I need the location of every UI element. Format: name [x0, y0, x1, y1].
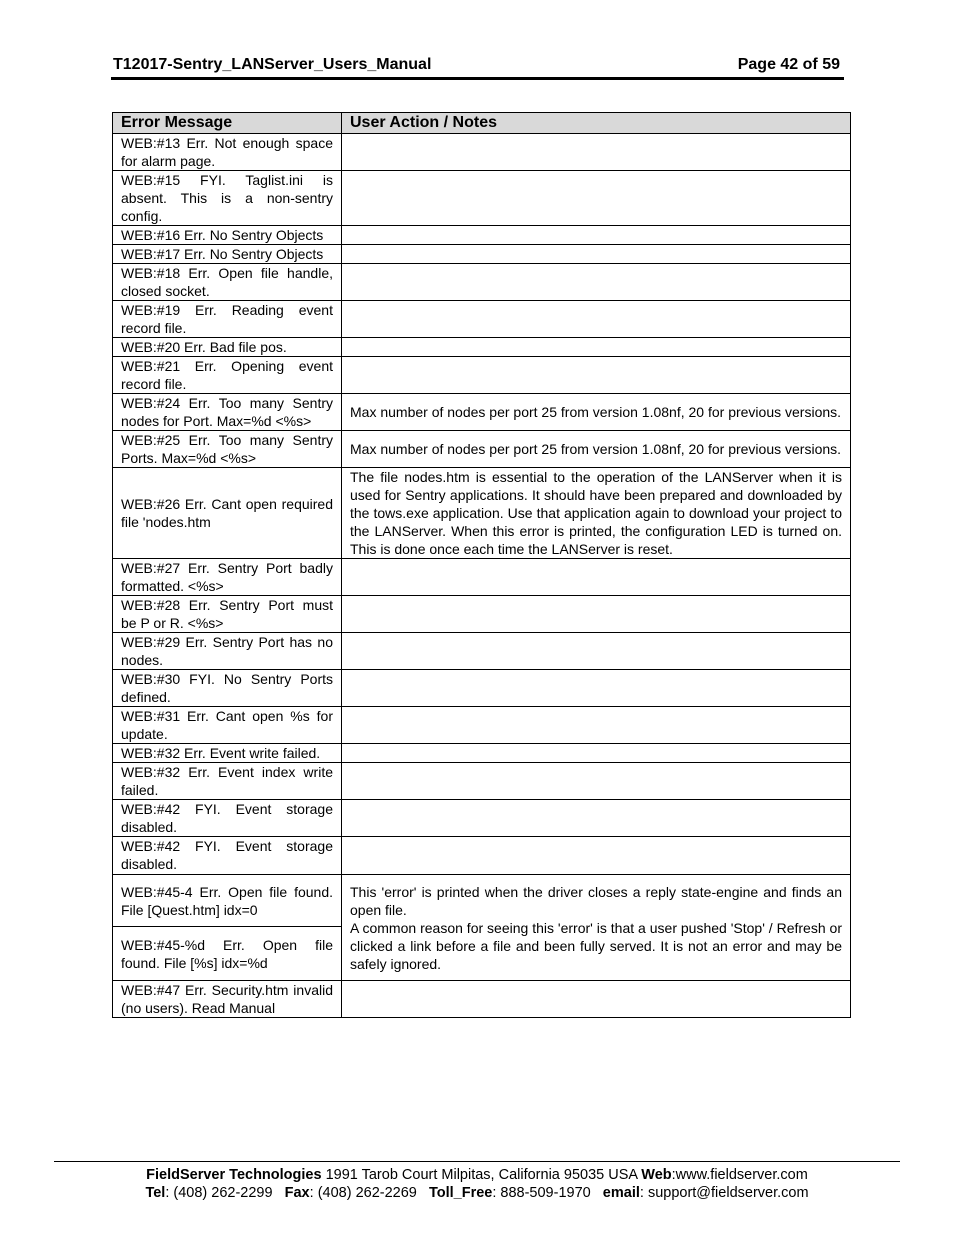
table-row [113, 264, 851, 301]
page-footer [54, 1166, 900, 1202]
error-message-table [112, 112, 851, 1018]
notes-cell [342, 559, 851, 596]
table-row [113, 338, 851, 357]
error-message-cell: WEB:#26 Err. Cant open required file 'nodes.htm [113, 468, 342, 559]
notes-cell [342, 264, 851, 301]
notes-cell [342, 837, 851, 875]
table-row [113, 559, 851, 596]
error-message-cell: WEB:#42 FYI. Event storage disabled. [113, 837, 342, 875]
notes-cell: Max number of nodes per port 25 from version 1.08nf, 20 for previous versions. [342, 431, 851, 468]
footer-email-label: email [602, 1185, 640, 1201]
footer-toll-value: : 888-509-1970 [492, 1185, 603, 1201]
notes-cell [342, 707, 851, 744]
table-row [113, 134, 851, 171]
error-message-cell: WEB:#42 FYI. Event storage disabled. [113, 800, 342, 837]
error-message-cell: WEB:#25 Err. Too many Sentry Ports. Max=%d <%s> [113, 431, 342, 468]
notes-cell [342, 981, 851, 1018]
footer-fax-label: Fax [284, 1185, 310, 1201]
notes-cell [342, 633, 851, 670]
notes-cell: The file nodes.htm is essential to the operation of the LANServer when it is used for Sentry applications. It should have been prepared and downloaded by the tows.exe application. Use that application again to download your project to the LANServer. When this error is printed, the configuration LED is turned on. This is done once each time the LANServer is reset. [342, 468, 851, 559]
table-row [113, 357, 851, 394]
table-row [113, 431, 851, 468]
error-message-cell: WEB:#18 Err. Open file handle, closed socket. [113, 264, 342, 301]
table-row [113, 226, 851, 245]
error-message-cell: WEB:#45-%d Err. Open file found. File [%s] idx=%d [113, 927, 342, 981]
table-row [113, 763, 851, 800]
notes-cell [342, 171, 851, 226]
table-row [113, 981, 851, 1018]
table-row [113, 800, 851, 837]
error-message-cell: WEB:#45-4 Err. Open file found. File [Quest.htm] idx=0 [113, 875, 342, 927]
notes-cell [342, 596, 851, 633]
footer-tel-label: Tel [145, 1185, 166, 1201]
table-row [113, 707, 851, 744]
error-message-cell: WEB:#30 FYI. No Sentry Ports defined. [113, 670, 342, 707]
error-message-cell: WEB:#20 Err. Bad file pos. [113, 338, 342, 357]
footer-email-value: : support@fieldserver.com [639, 1185, 809, 1201]
table-row [113, 301, 851, 338]
table-row [113, 837, 851, 875]
footer-company: FieldServer Technologies [146, 1167, 322, 1183]
footer-line-2 [54, 1184, 900, 1202]
notes-cell [342, 301, 851, 338]
error-message-cell: WEB:#32 Err. Event index write failed. [113, 763, 342, 800]
notes-cell [342, 800, 851, 837]
error-message-cell: WEB:#24 Err. Too many Sentry nodes for Port. Max=%d <%s> [113, 394, 342, 431]
notes-cell [342, 134, 851, 171]
notes-cell: Max number of nodes per port 25 from version 1.08nf, 20 for previous versions. [342, 394, 851, 431]
error-message-cell: WEB:#17 Err. No Sentry Objects [113, 245, 342, 264]
page-header [113, 56, 843, 78]
footer-toll-label: Toll_Free [428, 1185, 493, 1201]
notes-cell [342, 338, 851, 357]
notes-cell [342, 744, 851, 763]
error-message-cell: WEB:#32 Err. Event write failed. [113, 744, 342, 763]
table-header-row [113, 113, 851, 134]
column-header-error-message: Error Message [113, 113, 342, 134]
footer-address: 1991 Tarob Court Milpitas, California 95035 USA [321, 1167, 642, 1183]
table-row [113, 245, 851, 264]
table-row [113, 468, 851, 559]
error-message-cell: WEB:#29 Err. Sentry Port has no nodes. [113, 633, 342, 670]
notes-cell-merged: This 'error' is printed when the driver closes a reply state-engine and finds an open file. A common reason for seeing this 'error' is that a user pushed 'Stop' / Refresh or clicked a link before a file and been fully served. It is not an error and may be safely ignored. [342, 875, 851, 981]
error-message-cell: WEB:#19 Err. Reading event record file. [113, 301, 342, 338]
error-message-cell: WEB:#21 Err. Opening event record file. [113, 357, 342, 394]
table-row [113, 633, 851, 670]
error-message-cell: WEB:#27 Err. Sentry Port badly formatted. <%s> [113, 559, 342, 596]
footer-web-value: :www.fieldserver.com [671, 1167, 808, 1183]
error-message-cell: WEB:#13 Err. Not enough space for alarm page. [113, 134, 342, 171]
error-message-cell: WEB:#16 Err. No Sentry Objects [113, 226, 342, 245]
notes-cell [342, 245, 851, 264]
error-message-cell: WEB:#15 FYI. Taglist.ini is absent. This is a non-sentry config. [113, 171, 342, 226]
notes-cell [342, 357, 851, 394]
notes-cell [342, 226, 851, 245]
table-row [113, 670, 851, 707]
header-rule [111, 77, 844, 80]
footer-rule [54, 1161, 900, 1162]
table-row [113, 875, 851, 927]
footer-fax-value: : (408) 262-2269 [309, 1185, 429, 1201]
table-row [113, 596, 851, 633]
notes-cell [342, 763, 851, 800]
table-row [113, 171, 851, 226]
notes-cell [342, 670, 851, 707]
error-message-cell: WEB:#47 Err. Security.htm invalid (no users). Read Manual [113, 981, 342, 1018]
document-title: T12017-Sentry_LANServer_Users_Manual [113, 56, 432, 73]
footer-tel-value: : (408) 262-2299 [165, 1185, 285, 1201]
table-row [113, 744, 851, 763]
table-row [113, 394, 851, 431]
footer-line-1 [54, 1166, 900, 1184]
page-number: Page 42 of 59 [737, 56, 840, 73]
column-header-user-action: User Action / Notes [342, 113, 851, 134]
error-message-cell: WEB:#31 Err. Cant open %s for update. [113, 707, 342, 744]
error-message-cell: WEB:#28 Err. Sentry Port must be P or R. <%s> [113, 596, 342, 633]
footer-web-label: Web [641, 1167, 672, 1183]
